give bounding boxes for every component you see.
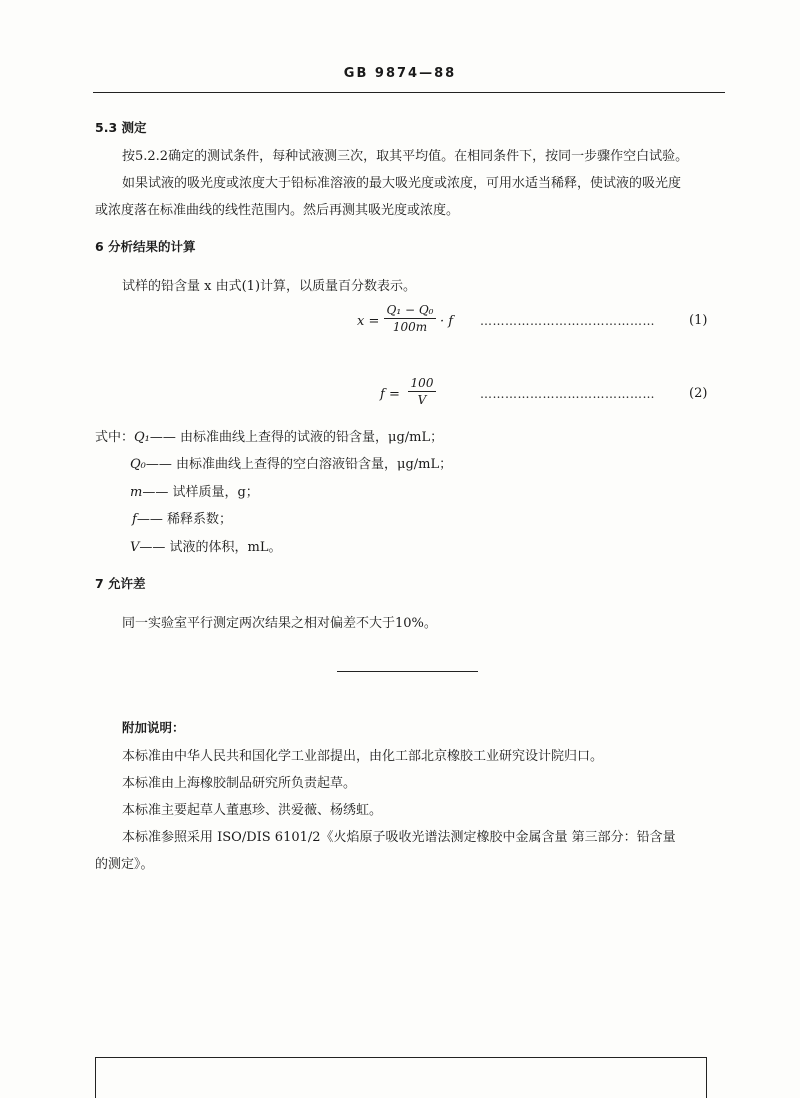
notes-line-4-continuation: 的测定》。 xyxy=(95,857,154,872)
section-5-3-heading: 5.3 测定 xyxy=(95,120,147,135)
equation-2-label: (2) xyxy=(689,386,708,401)
equation-1-factor: · f xyxy=(440,314,454,329)
where-symbol-q0: Q₀ xyxy=(130,457,146,472)
section-divider xyxy=(337,671,478,672)
section-5-3-paragraph-1: 按5.2.2确定的测试条件，每种试液测三次，取其平均值。在相同条件下，按同一步骤作空白试验。 xyxy=(122,149,689,164)
equation-1-denominator: 100m xyxy=(392,320,428,334)
notes-line-3: 本标准主要起草人董惠珍、洪爱薇、杨绣虹。 xyxy=(122,803,383,818)
equation-2-numerator: 100 xyxy=(408,376,436,392)
where-prefix: 式中： xyxy=(95,430,135,445)
equation-1-leader: …………………………………… xyxy=(480,314,655,328)
equation-2-fraction xyxy=(408,376,436,407)
equation-1-numerator: Q₁ − Q₀ xyxy=(384,303,436,319)
equation-2-denominator: V xyxy=(417,393,427,407)
where-desc-f: —— 稀释系数； xyxy=(136,512,232,527)
equation-2-leader: …………………………………… xyxy=(480,387,655,401)
where-row-f xyxy=(132,508,232,527)
section-5-3-paragraph-2-line-1: 如果试液的吸光度或浓度大于铅标准溶液的最大吸光度或浓度，可用水适当稀释，使试液的吸光度 xyxy=(122,176,682,191)
where-symbol-m: m xyxy=(130,485,143,500)
where-symbol-f: f xyxy=(132,512,137,527)
where-desc-q1: —— 由标准曲线上查得的试液的铅含量，μg/mL； xyxy=(149,430,444,445)
where-row-q1 xyxy=(95,426,443,445)
section-6-intro: 试样的铅含量 x 由式(1)计算，以质量百分数表示。 xyxy=(122,279,417,294)
section-5-3-paragraph-2-line-2: 或浓度落在标准曲线的线性范围内。然后再测其吸光度或浓度。 xyxy=(95,203,460,218)
footer-frame xyxy=(95,1057,707,1098)
where-row-q0 xyxy=(130,453,452,472)
equation-2-lhs: f = xyxy=(380,387,400,402)
where-desc-q0: —— 由标准曲线上查得的空白溶液铅含量，μg/mL； xyxy=(145,457,453,472)
equation-1-label: (1) xyxy=(689,313,708,328)
equation-1-lhs: x = xyxy=(357,314,380,329)
header-rule xyxy=(93,92,725,93)
section-6-heading: 6 分析结果的计算 xyxy=(95,239,196,254)
where-row-m xyxy=(130,481,259,500)
notes-heading: 附加说明： xyxy=(122,720,185,735)
standard-code-header: GB 9874—88 xyxy=(343,66,457,81)
notes-line-2: 本标准由上海橡胶制品研究所负责起草。 xyxy=(122,776,357,791)
notes-line-4: 本标准参照采用 ISO/DIS 6101/2《火焰原子吸收光谱法测定橡胶中金属含量 第三部分：铅含量 xyxy=(122,830,676,845)
where-symbol-q1: Q₁ xyxy=(134,430,150,445)
where-symbol-v: V xyxy=(130,540,140,555)
notes-line-1: 本标准由中华人民共和国化学工业部提出，由化工部北京橡胶工业研究设计院归口。 xyxy=(122,749,604,764)
section-7-heading: 7 允许差 xyxy=(95,576,146,591)
where-desc-v: —— 试液的体积，mL。 xyxy=(139,540,282,555)
equation-1-fraction xyxy=(384,303,436,334)
where-desc-m: —— 试样质量，g； xyxy=(142,485,259,500)
section-7-text: 同一实验室平行测定两次结果之相对偏差不大于10%。 xyxy=(122,616,437,631)
where-row-v xyxy=(130,536,281,555)
